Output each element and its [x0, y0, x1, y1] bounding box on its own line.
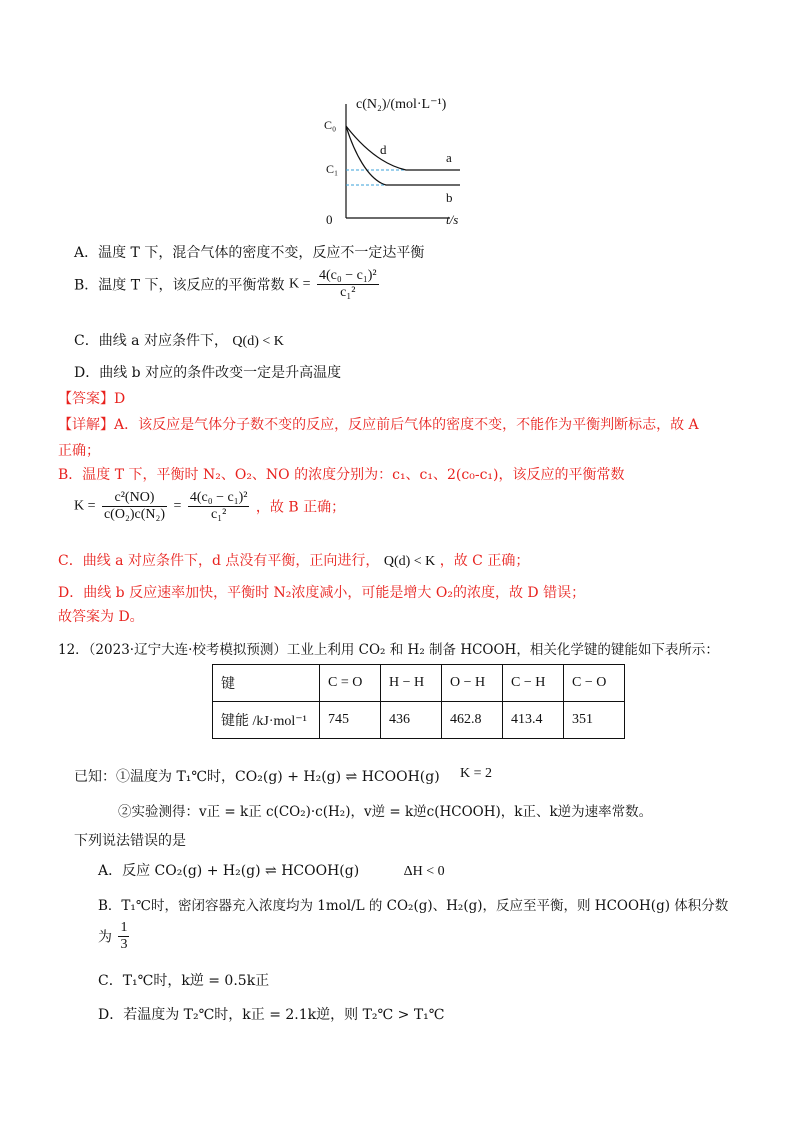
answer-k-numerator-2: 4(c₀ − c₁)² — [189, 490, 248, 505]
bond-table-value-cell: 键能 /kJ·mol⁻¹ — [213, 702, 320, 739]
curve-b — [346, 126, 460, 185]
graph-a-label: a — [446, 150, 452, 165]
q11-option-b-denominator: c₁² — [340, 285, 356, 300]
answer-detail-1b: 正确； — [58, 443, 100, 459]
answer-k-fraction-2 — [188, 490, 250, 523]
graph-y-label: c(N₂)/(mol·L⁻¹) — [356, 97, 447, 112]
q11-option-b-k: K = — [288, 276, 311, 292]
graph-d-label: d — [380, 142, 387, 157]
q11-option-b — [74, 268, 381, 301]
q11-option-c-text: C．曲线 a 对应条件下， — [74, 333, 228, 349]
q12-option-a-dh: ΔH < 0 — [403, 864, 445, 879]
q12-option-b-fraction — [118, 920, 129, 953]
bond-table-header-row — [213, 665, 625, 702]
q12-option-c: C．T₁℃时，k逆 = 0.5k正 — [98, 973, 270, 989]
q11-option-b-text: B．温度 T 下，该反应的平衡常数 — [74, 277, 285, 294]
answer-detail-3-formula: Q(d) < K — [383, 554, 436, 569]
answer-detail-4: D．曲线 b 反应速率加快，平衡时 N₂浓度减小，可能是增大 O₂的浓度，故 D 错误； — [58, 585, 586, 601]
q11-option-b-numerator: 4(c₀ − c₁)² — [318, 268, 377, 283]
graph-x-label: t/s — [446, 212, 459, 227]
answer-k-numerator-1: c²(NO) — [102, 490, 167, 507]
q11-option-c-formula: Q(d) < K — [232, 334, 284, 349]
q11-option-a: A．温度 T 下，混合气体的密度不变，反应不一定达平衡 — [74, 245, 425, 261]
bond-table-header-cell: 键 — [213, 665, 320, 702]
answer-detail-2: B．温度 T 下，平衡时 N₂、O₂、NO 的浓度分别为：c₁、c₁、2(c₀-c₁)，该反应的平衡常数 — [58, 467, 625, 483]
answer-detail-3 — [58, 550, 529, 570]
answer-k-equals: = — [173, 498, 182, 514]
q12-stem: 12．（2023·辽宁大连·校考模拟预测）工业上利用 CO₂ 和 H₂ 制备 HCOOH，相关化学键的键能如下表所示： — [58, 642, 719, 658]
bond-table-header-cell: C − H — [503, 665, 564, 702]
bond-table-header-cell: H − H — [381, 665, 442, 702]
answer-k-denominator-1: c(O₂)c(N₂) — [103, 507, 166, 522]
answer-detail-1: 【详解】A．该反应是气体分子数不变的反应，反应前后气体的密度不变，不能作为平衡判断标志，故 A — [58, 417, 699, 433]
bond-table-value-cell: 745 — [320, 702, 381, 739]
bond-table-header-cell: C − O — [564, 665, 625, 702]
bond-table-value-cell: 351 — [564, 702, 625, 739]
graph-origin-label: 0 — [326, 212, 333, 227]
bond-table-header-cell: C = O — [320, 665, 381, 702]
answer-detail-3-tail: ，故 C 正确； — [439, 553, 530, 569]
q12-option-b-numerator: 1 — [120, 920, 128, 935]
answer-k-left: K = — [74, 498, 96, 514]
answer-k-tail: ，故 B 正确； — [255, 499, 346, 516]
bond-table-header-cell: O − H — [442, 665, 503, 702]
q12-known-2: ②实验测得：v正 = k正 c(CO₂)·c(H₂)，v逆 = k逆c(HCOOH)，k正、k逆为速率常数。 — [118, 804, 653, 820]
graph-c1-label: C₁ — [326, 162, 339, 176]
q12-option-a-text: A．反应 CO₂(g) + H₂(g) ⇌ HCOOH(g) — [98, 863, 360, 879]
q12-option-b-line2 — [98, 920, 131, 953]
q11-option-b-fraction — [317, 268, 379, 301]
curve-a — [346, 126, 460, 170]
q12-question: 下列说法错误的是 — [74, 833, 186, 849]
q11-option-d: D．曲线 b 对应的条件改变一定是升高温度 — [74, 365, 342, 381]
q12-known-1: 已知：①温度为 T₁℃时，CO₂(g) + H₂(g) ⇌ HCOOH(g) — [74, 769, 440, 785]
answer-k-formula — [74, 490, 345, 523]
bond-energy-table — [212, 664, 625, 739]
q12-option-b: B．T₁℃时，密闭容器充入浓度均为 1mol/L 的 CO₂(g)、H₂(g)，反应至平衡，则 HCOOH(g) 体积分数 — [98, 898, 729, 914]
bond-table-value-cell: 413.4 — [503, 702, 564, 739]
bond-table-value-cell: 436 — [381, 702, 442, 739]
answer-detail-3-text: C．曲线 a 对应条件下，d 点没有平衡，正向进行， — [58, 553, 380, 569]
answer-label: 【答案】D — [58, 391, 126, 407]
graph-b-label: b — [446, 190, 453, 205]
bond-table-value-row — [213, 702, 625, 739]
q12-option-a — [98, 860, 445, 880]
bond-table-value-cell: 462.8 — [442, 702, 503, 739]
q12-option-b-denominator: 3 — [120, 937, 128, 952]
answer-k-denominator-2: c₁² — [211, 507, 227, 522]
q11-option-c — [74, 330, 284, 350]
concentration-graph — [320, 92, 490, 227]
q12-known-1-k: K = 2 — [460, 766, 493, 781]
graph-c0-label: C₀ — [324, 118, 337, 132]
answer-detail-5: 故答案为 D。 — [58, 609, 144, 625]
q12-option-b-prefix: 为 — [98, 929, 112, 946]
answer-k-fraction-1 — [102, 490, 167, 523]
q12-option-d: D．若温度为 T₂℃时，k正 = 2.1k逆，则 T₂℃ > T₁℃ — [98, 1007, 445, 1023]
